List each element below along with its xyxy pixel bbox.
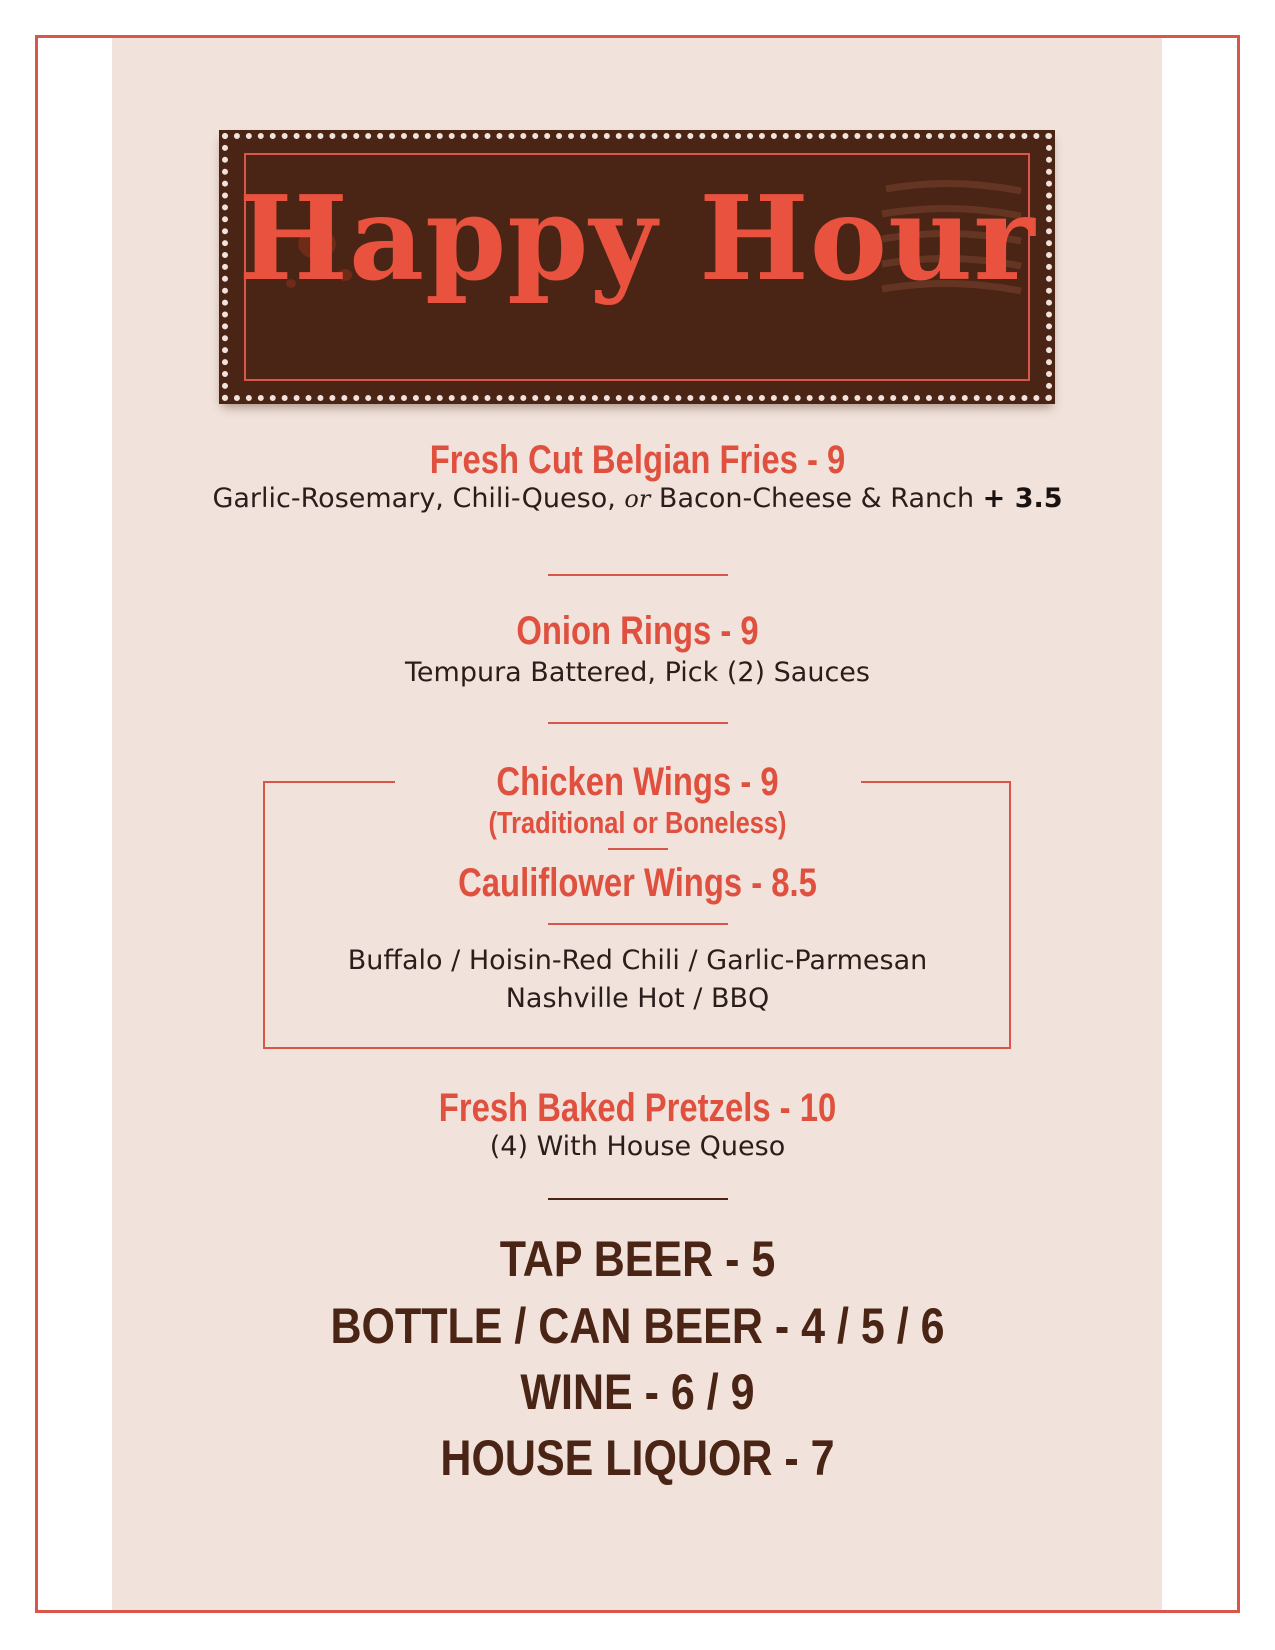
onion-rings-description: Tempura Battered, Pick (2) Sauces (405, 657, 870, 688)
divider (548, 574, 728, 576)
onion-rings-title: Onion Rings - 9 (516, 609, 759, 653)
chicken-wings-title: Chicken Wings - 9 (496, 760, 779, 804)
pretzels-description: (4) With House Queso (489, 1131, 786, 1162)
cauliflower-wings-title: Cauliflower Wings - 8.5 (458, 861, 817, 905)
bottle-can-beer-price: BOTTLE / CAN BEER - 4 / 5 / 6 (330, 1298, 945, 1354)
fries-flavors-b: Bacon-Cheese & Ranch (658, 483, 975, 514)
fries-addon-price: + 3.5 (982, 483, 1063, 514)
happy-hour-stamp-banner (222, 133, 1052, 401)
fries-description (0, 482, 1275, 516)
pretzels-title: Fresh Baked Pretzels - 10 (438, 1086, 837, 1130)
fries-title: Fresh Cut Belgian Fries - 9 (429, 438, 846, 482)
divider (548, 1198, 728, 1200)
tap-beer-price: TAP BEER - 5 (499, 1231, 776, 1287)
wine-price: WINE - 6 / 9 (520, 1364, 755, 1420)
house-liquor-price: HOUSE LIQUOR - 7 (440, 1430, 835, 1486)
page-title: Happy Hour (238, 171, 1036, 307)
wing-sauces-line1: Buffalo / Hoisin-Red Chili / Garlic-Parmesan (347, 945, 928, 976)
divider (608, 848, 668, 850)
fries-flavors-a: Garlic-Rosemary, Chili-Queso, (212, 483, 616, 514)
divider (548, 722, 728, 724)
divider (548, 923, 728, 925)
chicken-wings-subtitle: (Traditional or Boneless) (488, 805, 787, 840)
fries-or: or (624, 485, 651, 513)
wing-sauces-line2: Nashville Hot / BBQ (505, 983, 770, 1014)
